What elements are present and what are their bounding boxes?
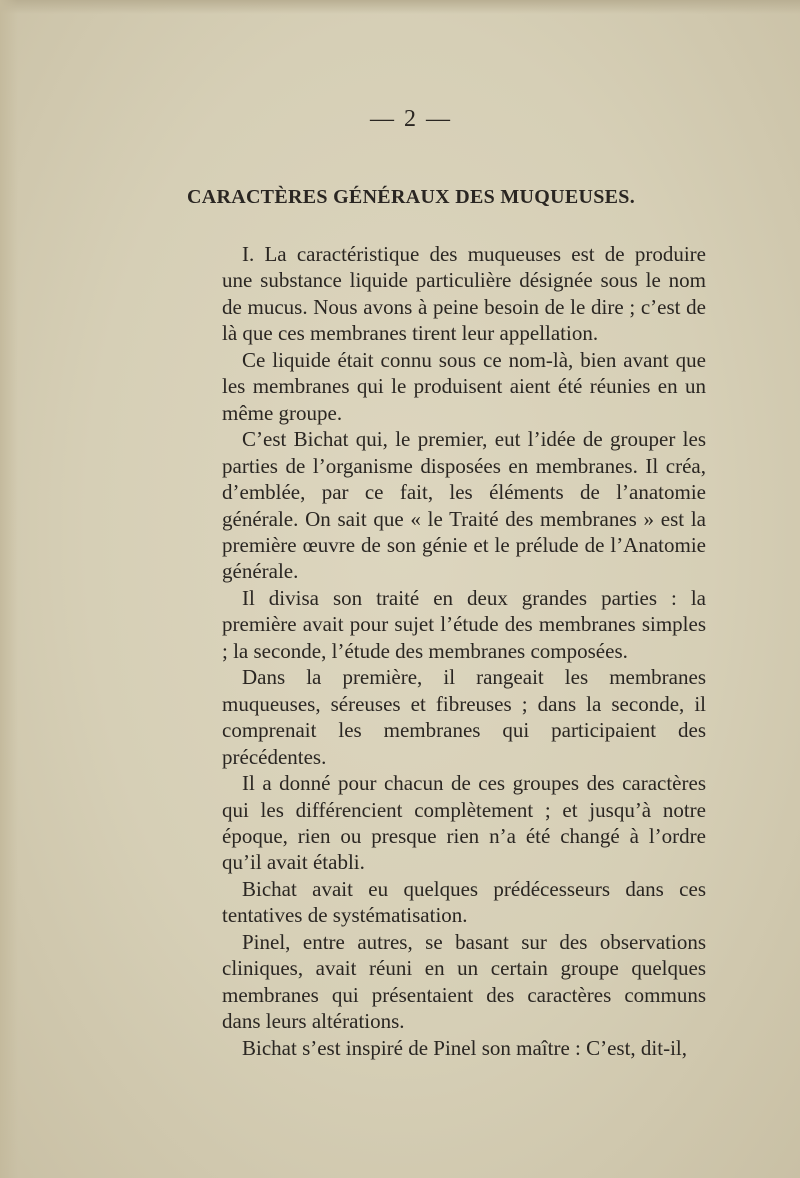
page-number: — 2 — [370, 106, 452, 132]
paragraph: Dans la première, il rangeait les membranes muqueuses, séreuses et fibreuses ; dans la seconde, il comprenait les membranes qui participaient des précédentes. [222, 665, 706, 769]
paragraph: Bichat avait eu quelques prédécesseurs dans ces tentatives de systématisation. [222, 876, 706, 928]
paragraph: Ce liquide était connu sous ce nom-là, bien avant que les membranes qui le produisent aient été réunies en un même groupe. [222, 347, 706, 425]
paragraph: Il a donné pour chacun de ces groupes des caractères qui les différencient complètement ; et jusqu’à notre époque, rien ou presque rien n’a été changé à l’ordre qu’il avait établi. [222, 771, 706, 875]
page-top-edge [0, 0, 800, 14]
paragraph: I. La caractéristique des muqueuses est de produire une substance liquide particulière désignée sous le nom de mucus. Nous avons à peine besoin de le dire ; c’est de là que ces membranes tirent leur appellation. [222, 242, 706, 346]
body-text [222, 241, 706, 1061]
paragraph: Il divisa son traité en deux grandes parties : la première avait pour sujet l’étude des membranes simples ; la seconde, l’étude des membranes composées. [222, 585, 706, 663]
paragraph: Pinel, entre autres, se basant sur des observations cliniques, avait réuni en un certain groupe quelques membranes qui présentaient des caractères communs dans leurs altérations. [222, 929, 706, 1034]
section-heading: CARACTÈRES GÉNÉRAUX DES MUQUEUSES. [186, 186, 636, 208]
paragraph: C’est Bichat qui, le premier, eut l’idée de grouper les parties de l’organisme disposées en membranes. Il créa, d’emblée, par ce fait, les éléments de l’anatomie générale. On sait que « le Traité des membranes » est la première œuvre de son génie et le prélude de l’Anatomie générale. [222, 427, 706, 584]
paragraph: Bichat s’est inspiré de Pinel son maître : C’est, dit-il, [242, 1035, 688, 1060]
page-left-edge [0, 0, 18, 1178]
